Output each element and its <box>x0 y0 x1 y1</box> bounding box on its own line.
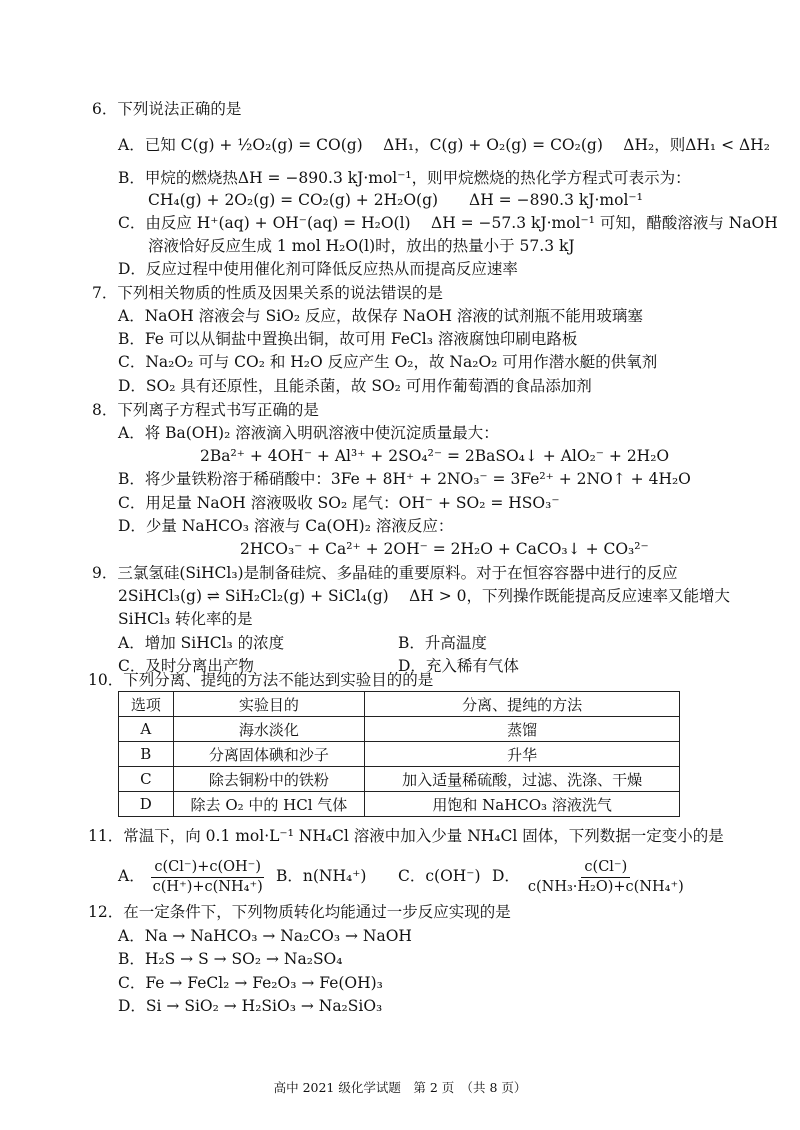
q6-option-b-equation: CH₄(g) + 2O₂(g) = CO₂(g) + 2H₂O(g) ΔH = −890.3 kJ·mol⁻¹ <box>148 191 643 209</box>
table-cell: 加入适量稀硫酸，过滤、洗涤、干燥 <box>365 767 680 792</box>
q11-options <box>118 856 266 897</box>
q9-option-b: B．升高温度 <box>398 634 487 652</box>
q8-option-c: C．用足量 NaOH 溶液吸收 SO₂ 尾气：OH⁻ + SO₂ = HSO₃⁻ <box>118 494 560 512</box>
q8-option-a: A．将 Ba(OH)₂ 溶液滴入明矾溶液中使沉淀质量最大： <box>118 424 499 442</box>
q11-option-b: B．n(NH₄⁺) <box>276 867 367 885</box>
table-header-row <box>119 692 680 717</box>
q12-stem: 12．在一定条件下，下列物质转化均能通过一步反应实现的是 <box>88 903 511 921</box>
table-cell: 海水淡化 <box>173 717 365 742</box>
q6-option-a: A．已知 C(g) + ½O₂(g) = CO(g) ΔH₁，C(g) + O₂(g) = CO₂(g) ΔH₂，则ΔH₁ < ΔH₂ <box>118 136 770 154</box>
q6-option-d: D．反应过程中使用催化剂可降低反应热从而提高反应速率 <box>118 260 518 278</box>
table-row <box>119 717 680 742</box>
table-header: 分离、提纯的方法 <box>365 692 680 717</box>
table-row <box>119 792 680 817</box>
q8-option-b: B．将少量铁粉溶于稀硝酸中：3Fe + 8H⁺ + 2NO₃⁻ = 3Fe²⁺ + 2NO↑ + 4H₂O <box>118 470 691 488</box>
q6-option-c: C．由反应 H⁺(aq) + OH⁻(aq) = H₂O(l) ΔH = −57.3 kJ·mol⁻¹ 可知，醋酸溶液与 NaOH <box>118 214 778 232</box>
q7-option-d: D．SO₂ 具有还原性，且能杀菌，故 SO₂ 可用作葡萄酒的食品添加剂 <box>118 377 592 395</box>
q7-stem: 7．下列相关物质的性质及因果关系的说法错误的是 <box>92 284 443 302</box>
q8-option-d: D．少量 NaHCO₃ 溶液与 Ca(OH)₂ 溶液反应： <box>118 517 454 535</box>
q6-option-c-cont: 溶液恰好反应生成 1 mol H₂O(l)时，放出的热量小于 57.3 kJ <box>148 237 575 255</box>
q9-stem-line3: SiHCl₃ 转化率的是 <box>118 610 253 628</box>
q12-option-d: D．Si → SiO₂ → H₂SiO₃ → Na₂SiO₃ <box>118 997 383 1015</box>
table-row <box>119 742 680 767</box>
table-cell: 升华 <box>365 742 680 767</box>
table-cell: 除去 O₂ 中的 HCl 气体 <box>173 792 365 817</box>
q9-option-c: C．及时分离出产物 <box>118 657 254 675</box>
table-row <box>119 767 680 792</box>
q11-option-d <box>492 856 687 897</box>
table-header: 实验目的 <box>173 692 365 717</box>
q11-option-d-fraction <box>525 858 687 897</box>
q9-option-a: A．增加 SiHCl₃ 的浓度 <box>118 634 285 652</box>
q11-option-a-label: A． <box>118 867 145 885</box>
q8-option-a-equation: 2Ba²⁺ + 4OH⁻ + Al³⁺ + 2SO₄²⁻ = 2BaSO₄↓ + AlO₂⁻ + 2H₂O <box>200 447 670 465</box>
table-cell: 除去铜粉中的铁粉 <box>173 767 365 792</box>
q12-option-c: C．Fe → FeCl₂ → Fe₂O₃ → Fe(OH)₃ <box>118 974 383 992</box>
q7-option-c: C．Na₂O₂ 可与 CO₂ 和 H₂O 反应产生 O₂，故 Na₂O₂ 可用作潜水艇的供氧剂 <box>118 353 658 371</box>
q11-stem: 11．常温下，向 0.1 mol·L⁻¹ NH₄Cl 溶液中加入少量 NH₄Cl 固体，下列数据一定变小的是 <box>88 827 724 845</box>
q8-stem: 8．下列离子方程式书写正确的是 <box>92 401 319 419</box>
q9-stem-line1: 9．三氯氢硅(SiHCl₃)是制备硅烷、多晶硅的重要原料。对于在恒容容器中进行的反应 <box>92 564 678 582</box>
fraction-denominator: c(NH₃·H₂O)+c(NH₄⁺) <box>527 878 684 895</box>
q10-stem: 10．下列分离、提纯的方法不能达到实验目的的是 <box>88 671 434 689</box>
q10-table <box>118 691 680 817</box>
q8-option-d-equation: 2HCO₃⁻ + Ca²⁺ + 2OH⁻ = 2H₂O + CaCO₃↓ + CO₃²⁻ <box>240 540 649 558</box>
fraction-denominator: c(H⁺)+c(NH₄⁺) <box>152 878 263 895</box>
fraction-numerator: c(Cl⁻) <box>581 858 630 878</box>
page-footer: 高中 2021 级化学试题 第 2 页 （共 8 页） <box>273 1080 527 1095</box>
q12-option-a: A．Na → NaHCO₃ → Na₂CO₃ → NaOH <box>118 927 412 945</box>
q12-option-b: B．H₂S → S → SO₂ → Na₂SO₄ <box>118 950 343 968</box>
table-cell: 蒸馏 <box>365 717 680 742</box>
fraction-numerator: c(Cl⁻)+c(OH⁻) <box>151 858 264 878</box>
table-cell: 分离固体碘和沙子 <box>173 742 365 767</box>
q6-stem: 6．下列说法正确的是 <box>92 100 242 118</box>
q7-option-b: B．Fe 可以从铜盐中置换出铜，故可用 FeCl₃ 溶液腐蚀印刷电路板 <box>118 330 578 348</box>
table-cell: 用饱和 NaHCO₃ 溶液洗气 <box>365 792 680 817</box>
q9-stem-line2: 2SiHCl₃(g) ⇌ SiH₂Cl₂(g) + SiCl₄(g) ΔH > 0，下列操作既能提高反应速率又能增大 <box>118 587 731 605</box>
q11-option-a-fraction <box>150 858 266 897</box>
q7-option-a: A．NaOH 溶液会与 SiO₂ 反应，故保存 NaOH 溶液的试剂瓶不能用玻璃塞 <box>118 307 643 325</box>
q11-option-d-label: D． <box>492 867 520 885</box>
q9-option-d: D．充入稀有气体 <box>398 657 519 675</box>
table-cell: C <box>119 767 174 792</box>
table-cell: D <box>119 792 174 817</box>
table-cell: B <box>119 742 174 767</box>
table-cell: A <box>119 717 174 742</box>
q6-option-b: B．甲烷的燃烧热ΔH = −890.3 kJ·mol⁻¹，则甲烷燃烧的热化学方程式可表示为： <box>118 169 691 187</box>
table-header: 选项 <box>119 692 174 717</box>
q11-option-c: C．c(OH⁻) <box>398 867 481 885</box>
